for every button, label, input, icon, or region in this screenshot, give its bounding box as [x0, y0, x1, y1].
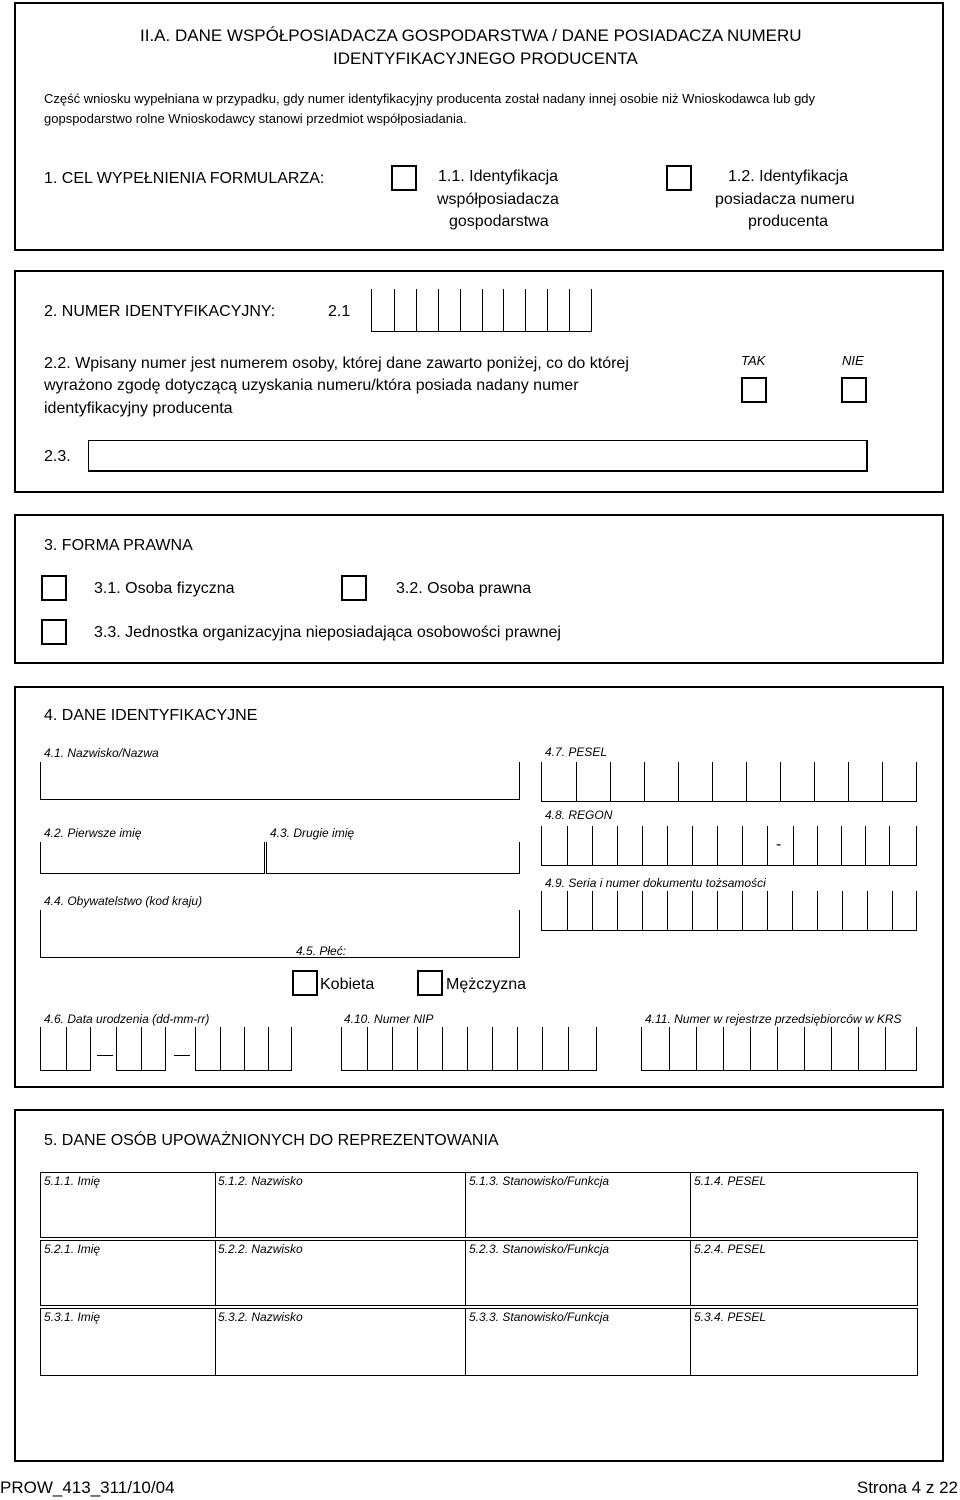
- second-name-input[interactable]: [266, 842, 520, 874]
- representative-row: [40, 1240, 918, 1306]
- legal-form-natural-label: 3.1. Osoba fizyczna: [94, 580, 235, 597]
- legal-form-legal-checkbox[interactable]: [341, 575, 367, 601]
- f43-label: 4.3. Drugie imię: [270, 826, 355, 840]
- representative-row: [40, 1172, 918, 1238]
- purpose-option1-checkbox[interactable]: [391, 165, 417, 191]
- rep1-firstname-input[interactable]: [40, 1172, 216, 1238]
- rep1-surname-input[interactable]: [215, 1172, 466, 1238]
- f45-label: 4.5. Płeć:: [296, 944, 347, 958]
- rep3-surname-label: 5.3.2. Nazwisko: [218, 1310, 303, 1324]
- legal-form-unit-label: 3.3. Jednostka organizacyjna nieposiadająca osobowości prawnej: [94, 624, 561, 641]
- section-2-title: 2. NUMER IDENTYFIKACYJNY:: [44, 303, 276, 320]
- rep3-surname-input[interactable]: [215, 1308, 466, 1376]
- footer-page-number: Strona 4 z 22: [856, 1478, 958, 1497]
- citizenship-input[interactable]: [40, 910, 520, 958]
- purpose-option1-line3: gospodarstwa: [449, 213, 549, 230]
- male-label: Mężczyzna: [446, 976, 527, 993]
- female-checkbox[interactable]: [292, 970, 318, 996]
- rep3-firstname-label: 5.3.1. Imię: [44, 1310, 101, 1324]
- birth-date-input[interactable]: [40, 1027, 292, 1071]
- section-2a-note-line1: Część wniosku wypełniana w przypadku, gdy numer identyfikacyjny producenta został nadany innej osobie niż Wnioskodawca lub gdy: [44, 91, 816, 106]
- f46-label: 4.6. Data urodzenia (dd-mm-rr): [44, 1012, 210, 1026]
- id-document-input[interactable]: [541, 891, 917, 931]
- yes-checkbox[interactable]: [741, 377, 767, 403]
- rep3-pesel-label: 5.3.4. PESEL: [694, 1310, 767, 1324]
- legal-form-legal-label: 3.2. Osoba prawna: [396, 580, 532, 597]
- f48-label: 4.8. REGON: [545, 808, 613, 822]
- no-checkbox[interactable]: [841, 377, 867, 403]
- rep3-pesel-input[interactable]: [690, 1308, 918, 1376]
- section-5-title: 5. DANE OSÓB UPOWAŻNIONYCH DO REPREZENTOWANIA: [44, 1132, 499, 1149]
- q22-line2: wyrażono zgodę dotyczącą uzyskania numeru/która posiada nadany numer: [44, 377, 579, 394]
- rep2-surname-input[interactable]: [215, 1240, 466, 1306]
- purpose-option2-line1: 1.2. Identyfikacja: [728, 168, 849, 185]
- field-2-3-label: 2.3.: [44, 448, 71, 465]
- section-2a-title-line1: II.A. DANE WSPÓŁPOSIADACZA GOSPODARSTWA / DANE POSIADACZA NUMERU: [140, 26, 802, 45]
- rep2-surname-label: 5.2.2. Nazwisko: [218, 1242, 303, 1256]
- f411-label: 4.11. Numer w rejestrze przedsiębiorców w KRS: [645, 1012, 902, 1026]
- rep3-firstname-input[interactable]: [40, 1308, 216, 1376]
- rep2-pesel-label: 5.2.4. PESEL: [694, 1242, 767, 1256]
- purpose-option2-line2: posiadacza numeru: [715, 191, 855, 208]
- rep3-position-label: 5.3.3. Stanowisko/Funkcja: [469, 1310, 610, 1324]
- f49-label: 4.9. Seria i numer dokumentu tożsamości: [545, 876, 766, 890]
- rep1-firstname-label: 5.1.1. Imię: [44, 1174, 101, 1188]
- rep2-position-input[interactable]: [465, 1240, 691, 1306]
- purpose-option1-line1: 1.1. Identyfikacja: [438, 168, 559, 185]
- purpose-option2-checkbox[interactable]: [666, 165, 692, 191]
- regon-dash: -: [776, 836, 782, 853]
- legal-form-natural-checkbox[interactable]: [41, 575, 67, 601]
- nip-input[interactable]: [341, 1027, 597, 1071]
- krs-input[interactable]: [641, 1027, 917, 1071]
- rep1-surname-label: 5.1.2. Nazwisko: [218, 1174, 303, 1188]
- male-checkbox[interactable]: [417, 970, 443, 996]
- legal-form-unit-checkbox[interactable]: [41, 619, 67, 645]
- purpose-option1-line2: współposiadacza: [437, 191, 559, 208]
- field-2-1-label: 2.1: [328, 303, 351, 320]
- yes-label: TAK: [741, 353, 766, 368]
- rep2-firstname-input[interactable]: [40, 1240, 216, 1306]
- rep2-pesel-input[interactable]: [690, 1240, 918, 1306]
- rep1-position-label: 5.1.3. Stanowisko/Funkcja: [469, 1174, 610, 1188]
- purpose-option2-line3: producenta: [748, 213, 829, 230]
- surname-input[interactable]: [40, 762, 520, 800]
- pesel-input[interactable]: [541, 762, 917, 802]
- representative-row: [40, 1308, 918, 1376]
- f42-label: 4.2. Pierwsze imię: [44, 826, 142, 840]
- female-label: Kobieta: [320, 976, 375, 993]
- regon-input[interactable]: [541, 826, 917, 866]
- footer-form-code: PROW_413_311/10/04: [0, 1478, 175, 1497]
- f410-label: 4.10. Numer NIP: [344, 1012, 434, 1026]
- id-number-input[interactable]: [371, 289, 592, 332]
- rep1-pesel-input[interactable]: [690, 1172, 918, 1238]
- section-3-title: 3. FORMA PRAWNA: [44, 537, 193, 554]
- field-2-3-input[interactable]: [88, 440, 868, 472]
- q22-line3: identyfikacyjny producenta: [44, 400, 233, 417]
- rep2-position-label: 5.2.3. Stanowisko/Funkcja: [469, 1242, 610, 1256]
- section-4-title: 4. DANE IDENTYFIKACYJNE: [44, 707, 258, 724]
- first-name-input[interactable]: [40, 842, 265, 874]
- rep1-position-input[interactable]: [465, 1172, 691, 1238]
- f41-label: 4.1. Nazwisko/Nazwa: [44, 746, 159, 760]
- rep3-position-input[interactable]: [465, 1308, 691, 1376]
- f47-label: 4.7. PESEL: [545, 745, 608, 759]
- rep2-firstname-label: 5.2.1. Imię: [44, 1242, 101, 1256]
- rep1-pesel-label: 5.1.4. PESEL: [694, 1174, 767, 1188]
- purpose-label: 1. CEL WYPEŁNIENIA FORMULARZA:: [44, 170, 325, 187]
- no-label: NIE: [842, 353, 864, 368]
- section-2a-note-line2: gopspodarstwo rolne Wnioskodawcy stanowi przedmiot współposiadania.: [44, 111, 467, 126]
- q22-line1: 2.2. Wpisany numer jest numerem osoby, której dane zawarto poniżej, co do której: [44, 355, 629, 372]
- section-2a-title-line2: IDENTYFIKACYJNEGO PRODUCENTA: [333, 49, 638, 68]
- f44-label: 4.4. Obywatelstwo (kod kraju): [44, 894, 203, 908]
